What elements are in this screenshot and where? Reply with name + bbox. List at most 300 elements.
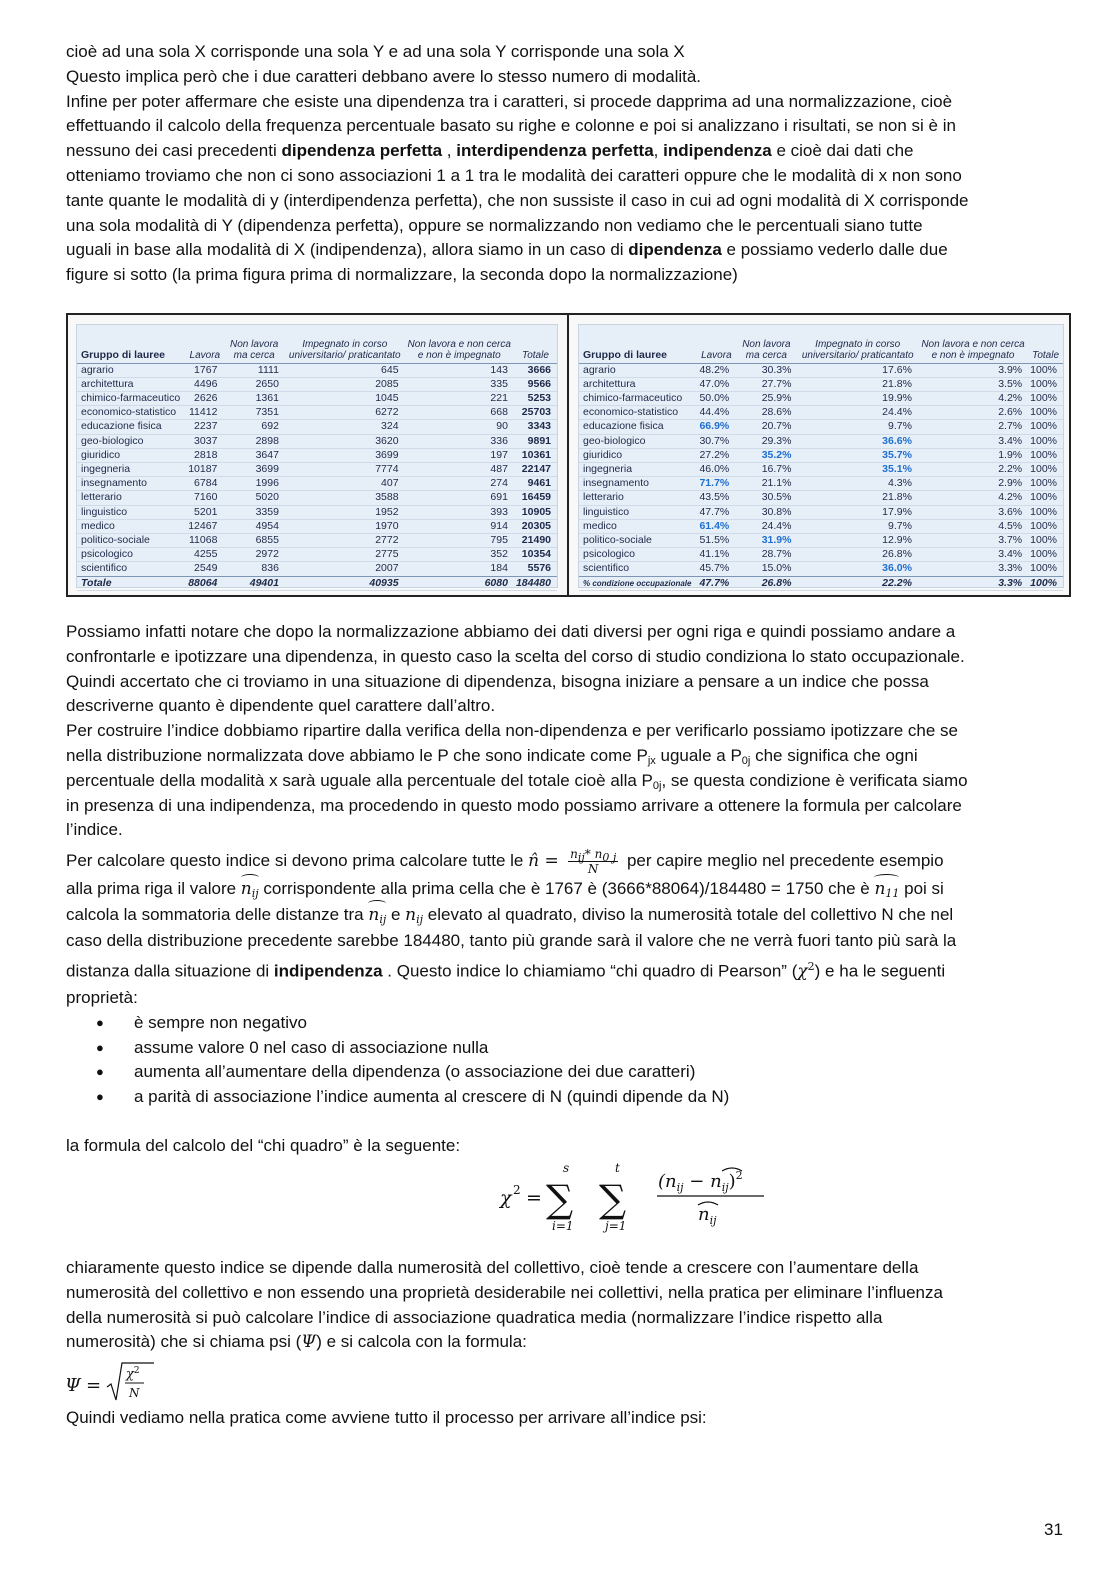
table-cell: 1952 xyxy=(375,505,399,518)
bold-term: interdipendenza perfetta xyxy=(456,141,654,161)
sum-upper-limit: s xyxy=(563,1161,570,1175)
table-row xyxy=(579,462,1063,476)
table-cell: 184 xyxy=(490,562,508,575)
table-row xyxy=(579,533,1063,547)
table-cell: 3343 xyxy=(527,420,551,433)
subscript: ij xyxy=(709,1214,717,1227)
table-cell: 3359 xyxy=(255,505,279,518)
paragraph-expected-frequencies xyxy=(66,847,1070,1011)
table-cell: 3647 xyxy=(255,448,279,461)
table-cell: 691 xyxy=(490,491,508,504)
math-n: n xyxy=(570,847,578,862)
table-cell: 35.7% xyxy=(882,448,912,461)
table-cell: 100% xyxy=(1030,462,1057,475)
table-cell: 50.0% xyxy=(699,391,730,404)
table-cell: psicologico xyxy=(583,548,635,561)
table-cell: 3.3% xyxy=(918,576,1028,590)
table-cell: 6784 xyxy=(194,477,218,490)
table-header-cell: Non lavora e non cerca e non è impegnato xyxy=(405,325,514,363)
table-cell: 11412 xyxy=(188,406,218,419)
table-cell: 836 xyxy=(261,562,279,575)
table-cell: politico-sociale xyxy=(81,533,150,546)
table-cell: geo-biologico xyxy=(81,434,144,447)
table-cell: 47.7% xyxy=(699,505,730,518)
table-cell: 274 xyxy=(490,477,508,490)
table-row xyxy=(579,548,1063,562)
table-cell: 324 xyxy=(381,420,399,433)
table-cell: 100% xyxy=(1030,420,1057,433)
table-cell: 31.9% xyxy=(761,533,792,546)
fraction-numerator xyxy=(568,847,618,865)
text-line: confrontarle e ipotizzare una dipendenza, in questo caso la scelta del corso di studio condiziona lo stato occupazionale. xyxy=(66,646,965,666)
table-cell: Totale xyxy=(77,576,186,590)
text-run: Per calcolare questo indice si devono prima calcolare tutte le xyxy=(66,851,529,871)
formula-denominator xyxy=(698,1204,717,1227)
subscript: 0j xyxy=(741,754,751,767)
paragraph-intro xyxy=(66,40,1070,288)
superscript: 2 xyxy=(513,1183,521,1197)
table-cell: 2775 xyxy=(375,548,399,561)
psi-symbol: Ψ xyxy=(301,1332,317,1353)
table-cell: 3.9% xyxy=(998,363,1023,376)
table-cell: 100% xyxy=(1028,576,1063,590)
table-cell: 29.3% xyxy=(761,434,792,447)
table-cell: 22.2% xyxy=(797,576,917,590)
table-cell: politico-sociale xyxy=(583,533,652,546)
table-cell: insegnamento xyxy=(81,477,147,490)
table-cell: 17.9% xyxy=(882,505,912,518)
text-run: uguale a P xyxy=(655,745,742,765)
table-cell: 1045 xyxy=(375,391,399,404)
table-cell: 36.6% xyxy=(882,434,912,447)
psi-formula xyxy=(62,1360,182,1404)
table-cell: 1.9% xyxy=(998,448,1023,461)
text-line: proprietà: xyxy=(66,987,138,1007)
text-run: poi si xyxy=(899,879,944,899)
math-n: n xyxy=(698,1204,710,1225)
text-run: e possiamo vederlo dalle due xyxy=(721,240,948,260)
table-row xyxy=(77,562,557,576)
table-cell: 9461 xyxy=(527,477,551,490)
table-cell: 2626 xyxy=(194,391,218,404)
superscript: 2 xyxy=(807,960,815,974)
text-run: , xyxy=(653,141,664,161)
table-cell: 12.9% xyxy=(882,533,912,546)
table-cell: 2.6% xyxy=(998,406,1023,419)
subscript: ij xyxy=(416,913,424,927)
table-row xyxy=(77,434,557,448)
n-ij-hat-symbol xyxy=(241,876,259,902)
table-cell: 21.8% xyxy=(882,377,912,390)
properties-list xyxy=(96,1011,1070,1110)
table-cell: 88064 xyxy=(186,576,223,590)
table-row xyxy=(77,477,557,491)
math-n: n xyxy=(710,1171,722,1192)
table-row xyxy=(77,505,557,519)
table-cell: 25.9% xyxy=(761,391,792,404)
table-cell: giuridico xyxy=(81,448,121,461)
text-run: ) e si calcola con la formula: xyxy=(316,1332,527,1352)
table-cell: 10187 xyxy=(188,462,218,475)
text-run: distanza dalla situazione di xyxy=(66,961,274,981)
table-cell: 100% xyxy=(1030,533,1057,546)
text-run: percentuale della modalità x sarà uguale alla percentuale del totale cioè alla P xyxy=(66,770,653,790)
table-row xyxy=(77,491,557,505)
table-cell: 47.7% xyxy=(697,576,735,590)
table-cell: scientifico xyxy=(583,562,630,575)
table-cell: medico xyxy=(583,519,617,532)
table-row xyxy=(77,448,557,462)
text-run: corrispondente alla prima cella che è 1767 è (3666*88064)/184480 = 1750 che è xyxy=(258,879,875,899)
chi-symbol: χ xyxy=(126,1367,134,1382)
text-run: alla prima riga il valore xyxy=(66,879,241,899)
table-cell: educazione fisica xyxy=(583,420,664,433)
math-n: n xyxy=(368,905,380,926)
minus-sign: − xyxy=(683,1171,711,1192)
table-cell: 43.5% xyxy=(699,491,730,504)
table-cell: 15.0% xyxy=(761,562,792,575)
equals-sign: = xyxy=(539,851,565,872)
text-line: Per costruire l’indice dobbiamo ripartire dalla verifica della non-dipendenza e per verificarlo possiamo ipotizzare che se xyxy=(66,721,959,741)
table-cell: ingegneria xyxy=(583,462,633,475)
table-cell: letterario xyxy=(583,491,624,504)
formula-numerator xyxy=(658,1169,743,1194)
table-row xyxy=(579,434,1063,448)
table-header-cell: Non lavora e non cerca e non è impegnato xyxy=(918,325,1028,363)
text-line: caso della distribuzione precedente sarebbe 184480, tanto più grande sarà il valore che ne verrà fuori tanto più sarà la xyxy=(66,931,957,951)
table-header-cell: Totale xyxy=(1028,325,1063,363)
text-run: calcola la sommatoria delle distanze tra xyxy=(66,905,369,925)
table-cell: 100% xyxy=(1030,406,1057,419)
sigma-symbol: ∑ xyxy=(546,1177,574,1221)
table-cell: 9566 xyxy=(527,377,551,390)
table-cell: 48.2% xyxy=(699,363,730,376)
paragraph-psi xyxy=(66,1256,1070,1355)
math-n: n xyxy=(240,879,252,900)
table-cell: 61.4% xyxy=(699,519,730,532)
tables-figure xyxy=(66,313,1071,597)
text-line: Quindi accertato che ci troviamo in una situazione di dipendenza, bisogna iniziare a pensare a un indice che possa xyxy=(66,671,929,691)
math-n: (n xyxy=(658,1171,677,1192)
table-cell: 4255 xyxy=(194,548,218,561)
table-cell: 66.9% xyxy=(699,420,730,433)
math-n: * n xyxy=(584,847,603,862)
table-row xyxy=(579,448,1063,462)
text-run: nessuno dei casi precedenti xyxy=(66,141,282,161)
table-cell: 45.7% xyxy=(699,562,730,575)
table-cell: 4.2% xyxy=(998,391,1023,404)
table-cell: 30.3% xyxy=(761,363,792,376)
table-cell: 5253 xyxy=(527,391,551,404)
text-run: e cioè dai dati che xyxy=(771,141,914,161)
table-cell: agrario xyxy=(583,363,616,376)
table-cell: 19.9% xyxy=(882,391,912,404)
table-row xyxy=(77,363,557,377)
table-cell: 4.5% xyxy=(998,519,1023,532)
table-cell: 21.1% xyxy=(761,477,792,490)
list-item: ● è sempre non negativo xyxy=(96,1011,1070,1036)
table-cell: linguistico xyxy=(81,505,128,518)
table-cell: 3666 xyxy=(527,363,551,376)
table-cell: insegnamento xyxy=(583,477,649,490)
text-run: che significa che ogni xyxy=(750,745,918,765)
table-cell: 46.0% xyxy=(699,462,730,475)
table-cell: 27.7% xyxy=(761,377,792,390)
text-line: l’indice. xyxy=(66,820,123,840)
table-cell: 100% xyxy=(1030,562,1057,575)
subscript: 11 xyxy=(885,887,900,901)
paren: ) xyxy=(728,1171,736,1192)
chi-square-formula-svg xyxy=(66,1158,1070,1238)
text-line: figure si sotto (la prima figura prima di normalizzare, la seconda dopo la normalizzazione) xyxy=(66,265,738,285)
table-cell: 336 xyxy=(490,434,508,447)
table-cell: educazione fisica xyxy=(81,420,162,433)
text-line: Questo implica però che i due caratteri debbano avere lo stesso numero di modalità. xyxy=(66,66,702,86)
table-cell: 2549 xyxy=(194,562,218,575)
equals-sign: = xyxy=(526,1187,542,1209)
table-row xyxy=(77,548,557,562)
table-cell: 28.6% xyxy=(761,406,792,419)
table-cell: 100% xyxy=(1030,377,1057,390)
bold-term: indipendenza xyxy=(273,961,383,981)
table-cell: 2972 xyxy=(255,548,279,561)
bold-term: dipendenza perfetta xyxy=(281,141,443,161)
table-cell: 100% xyxy=(1030,519,1057,532)
table-cell: 914 xyxy=(490,519,508,532)
table-cell: 795 xyxy=(490,533,508,546)
table-cell: 4.3% xyxy=(887,477,912,490)
text-line: chiaramente questo indice se dipende dalla numerosità del collettivo, cioè tende a crescere con l’aumentare della xyxy=(66,1258,919,1277)
table-cell: 17.6% xyxy=(882,363,912,376)
table-header-cell: Non lavora ma cerca xyxy=(223,325,285,363)
table-cell: geo-biologico xyxy=(583,434,646,447)
table-cell: 1996 xyxy=(255,477,279,490)
text-line: tante quante le modalità di y (interdipendenza perfetta), che non sussiste il caso in cui ad ogni modalità di X corrisponde xyxy=(66,190,969,210)
text-line: effettuando il calcolo della frequenza percentuale basato su righe e colonne e poi si analizzano i risultati, se non si è in xyxy=(66,116,956,136)
table-cell: 3037 xyxy=(194,434,218,447)
text-run: , se questa condizione è verificata siamo xyxy=(661,770,968,790)
table-cell: 2772 xyxy=(375,533,399,546)
chi-symbol: χ xyxy=(797,961,808,982)
table-cell: 487 xyxy=(490,462,508,475)
table-cell: 41.1% xyxy=(699,548,730,561)
text-run: . Questo indice lo chiamiamo “chi quadro di Pearson” ( xyxy=(382,961,798,981)
table-cell: 27.2% xyxy=(699,448,730,461)
text-line: la formula del calcolo del “chi quadro” è la seguente: xyxy=(66,1136,461,1155)
table-cell: 352 xyxy=(490,548,508,561)
table-cell: 47.0% xyxy=(699,377,730,390)
table-cell: 25703 xyxy=(521,406,551,419)
table-cell: 35.1% xyxy=(882,462,912,475)
table-cell: 26.8% xyxy=(882,548,912,561)
table-cell: 21.8% xyxy=(882,491,912,504)
text-run: , xyxy=(442,141,457,161)
table-cell: 3.5% xyxy=(998,377,1023,390)
text-line: una sola modalità di Y (dipendenza perfetta), oppure se normalizzando non vediamo che le percentuali siano tutte xyxy=(66,215,923,235)
text-run: nella distribuzione normalizzata dove abbiamo le P che sono indicate come P xyxy=(66,745,648,765)
table-cell: 335 xyxy=(490,377,508,390)
formula-numerator xyxy=(125,1366,140,1382)
subscript: ij xyxy=(577,851,585,865)
table-row xyxy=(579,406,1063,420)
n-11-hat-symbol xyxy=(874,876,899,902)
subscript: ij xyxy=(721,1181,729,1194)
table-cell: 24.4% xyxy=(761,519,792,532)
table-row xyxy=(77,391,557,405)
table-cell: 645 xyxy=(381,363,399,376)
table-row xyxy=(77,533,557,547)
table-cell: 35.2% xyxy=(761,448,792,461)
subscript: ij xyxy=(379,913,387,927)
table-cell: 2898 xyxy=(255,434,279,447)
subscript: ij xyxy=(676,1181,684,1194)
bold-term: indipendenza xyxy=(663,141,772,161)
table-cell: 3.6% xyxy=(998,505,1023,518)
table-cell: chimico-farmaceutico xyxy=(81,391,181,404)
table-row xyxy=(77,420,557,434)
table-cell: 2.7% xyxy=(998,420,1023,433)
table-cell: 407 xyxy=(381,477,399,490)
table-cell: economico-statistico xyxy=(81,406,177,419)
figure-divider xyxy=(567,315,569,595)
table-cell: 30.8% xyxy=(761,505,792,518)
table-cell: 5576 xyxy=(527,562,551,575)
table-cell: 100% xyxy=(1030,391,1057,404)
table-cell: 143 xyxy=(490,363,508,376)
formula-intro xyxy=(66,1134,1070,1159)
percentage-table xyxy=(578,324,1064,588)
text-line: descriverne quanto è dipendente quel carattere dall’altro. xyxy=(66,696,496,716)
table-row xyxy=(579,363,1063,377)
superscript: 2 xyxy=(735,1169,743,1182)
table-header-cell: Impegnato in corso universitario/ praticantato xyxy=(285,325,405,363)
table-cell: scientifico xyxy=(81,562,128,575)
page-body xyxy=(66,40,1070,288)
formula-denominator: N xyxy=(129,1386,140,1400)
table-cell: 3.3% xyxy=(998,562,1023,575)
table-cell: 28.7% xyxy=(761,548,792,561)
table-cell: 2237 xyxy=(194,420,218,433)
table-cell: 20.7% xyxy=(761,420,792,433)
n-ij-hat-symbol xyxy=(368,902,386,928)
text-run: e xyxy=(386,905,406,925)
table-cell: 3699 xyxy=(255,462,279,475)
table-cell: 3699 xyxy=(375,448,399,461)
table-cell: architettura xyxy=(81,377,134,390)
table-row xyxy=(579,377,1063,391)
list-item: ● assume valore 0 nel caso di associazione nulla xyxy=(96,1036,1070,1061)
n-hat-symbol: n̂ xyxy=(528,851,540,872)
table-cell: 7160 xyxy=(194,491,218,504)
table-cell: 26.8% xyxy=(735,576,797,590)
n-ij-symbol xyxy=(405,905,423,925)
table-header-cell: Gruppo di lauree xyxy=(579,325,697,363)
table-cell: 2085 xyxy=(375,377,399,390)
table-cell: 12467 xyxy=(188,519,218,532)
table-row xyxy=(77,519,557,533)
text-line: Infine per poter affermare che esiste una dipendenza tra i caratteri, si procede dapprima ad una normalizzazione, cioè xyxy=(66,91,953,111)
text-line: numerosità del collettivo e non essendo una proprietà desiderabile nei collettivi, nella pratica per eliminare l’influenza xyxy=(66,1282,943,1302)
text-line: in presenza di una indipendenza, ma procedendo in questo modo possiamo arrivare a ottenere la formula per calcolare xyxy=(66,795,962,815)
page-body-4 xyxy=(66,1406,1070,1431)
table-cell: 7351 xyxy=(255,406,279,419)
table-cell: 184480 xyxy=(514,576,557,590)
table-cell: 100% xyxy=(1030,448,1057,461)
text-run: elevato al quadrato, diviso la numerosità totale del collettivo N che nel xyxy=(423,905,954,925)
sum-upper-limit: t xyxy=(615,1161,620,1175)
table-cell: 100% xyxy=(1030,505,1057,518)
table-cell: agrario xyxy=(81,363,114,376)
table-cell: economico-statistico xyxy=(583,406,679,419)
table-cell: 10354 xyxy=(521,548,551,561)
page-body-2 xyxy=(66,620,1070,1110)
table-cell: 1970 xyxy=(375,519,399,532)
table-header-cell: Lavora xyxy=(697,325,735,363)
page-number: 31 xyxy=(1044,1520,1063,1539)
table-cell: 2007 xyxy=(375,562,399,575)
table-cell: 1111 xyxy=(257,363,279,376)
superscript: 2 xyxy=(133,1366,140,1376)
table-cell: 16459 xyxy=(521,491,551,504)
subscript: ij xyxy=(251,887,259,901)
table-cell: architettura xyxy=(583,377,636,390)
table-cell: 11068 xyxy=(188,533,218,546)
table-cell: 5201 xyxy=(194,505,218,518)
table-cell: 221 xyxy=(490,391,508,404)
table-cell: chimico-farmaceutico xyxy=(583,391,683,404)
table-cell: 668 xyxy=(490,406,508,419)
table-cell: 2.2% xyxy=(998,462,1023,475)
subscript: jx xyxy=(647,754,656,767)
table-header-cell: Non lavora ma cerca xyxy=(735,325,797,363)
table-cell: 71.7% xyxy=(699,477,730,490)
table-cell: psicologico xyxy=(81,548,133,561)
table-cell: medico xyxy=(81,519,115,532)
text-line: cioè ad una sola X corrisponde una sola Y e ad una sola Y corrisponde una sola X xyxy=(66,42,685,61)
paragraph-dependence xyxy=(66,620,1070,843)
equals-sign: = xyxy=(86,1375,102,1396)
subscript: 0j xyxy=(652,779,662,792)
text-line: Possiamo infatti notare che dopo la normalizzazione abbiamo dei dati diversi per ogni riga e quindi possiamo andare a xyxy=(66,622,956,641)
table-cell: 9891 xyxy=(527,434,551,447)
table-cell: 100% xyxy=(1030,434,1057,447)
table-cell: 4954 xyxy=(255,519,279,532)
psi-symbol: Ψ xyxy=(65,1375,81,1396)
table-cell: 6855 xyxy=(255,533,279,546)
table-cell: 7774 xyxy=(375,462,399,475)
table-row xyxy=(579,491,1063,505)
table-cell: 393 xyxy=(490,505,508,518)
table-cell: 16.7% xyxy=(761,462,792,475)
table-cell: 20305 xyxy=(521,519,551,532)
table-header-cell: Totale xyxy=(514,325,557,363)
table-cell: 4496 xyxy=(194,377,218,390)
text-run: per capire meglio nel precedente esempio xyxy=(622,851,944,871)
table-header-cell: Impegnato in corso universitario/ praticantato xyxy=(797,325,917,363)
table-cell: 90 xyxy=(496,420,508,433)
table-cell: 10905 xyxy=(521,505,551,518)
table-cell: ingegneria xyxy=(81,462,131,475)
math-n: n xyxy=(405,905,417,926)
text-run: numerosità) che si chiama psi ( xyxy=(66,1332,302,1352)
table-cell: 51.5% xyxy=(699,533,730,546)
table-cell: letterario xyxy=(81,491,122,504)
table-cell: giuridico xyxy=(583,448,623,461)
table-row xyxy=(579,477,1063,491)
table-cell: 40935 xyxy=(285,576,405,590)
bold-term: dipendenza xyxy=(628,240,722,260)
chi-symbol: χ xyxy=(500,1187,512,1209)
